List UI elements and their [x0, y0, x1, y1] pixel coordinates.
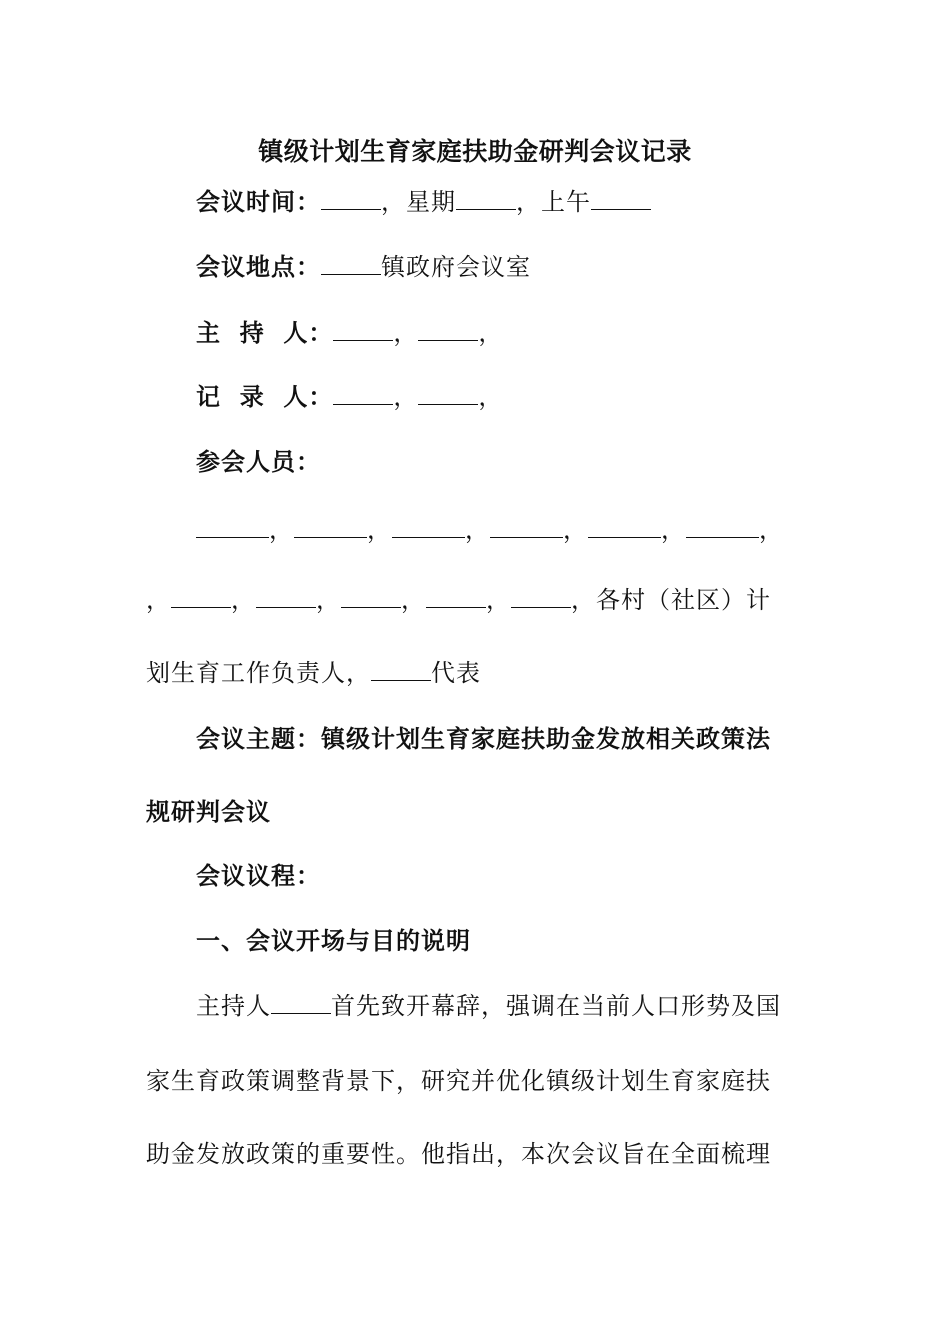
host-name-blank: [271, 991, 331, 1014]
host-label: 主 持 人：: [196, 319, 334, 347]
body-line-2: 家生育政策调整背景下，研究并优化镇级计划生育家庭扶: [146, 1067, 771, 1095]
attendees-line3-tail: 代表: [431, 659, 481, 687]
agenda-label: 会议议程：: [196, 862, 321, 890]
attendee-blank: [341, 585, 401, 608]
attendee-comma: ，: [269, 516, 294, 544]
host-comma-1: ，: [393, 319, 419, 347]
body-line-3: 助金发放政策的重要性。他指出，本次会议旨在全面梳理: [146, 1140, 771, 1168]
attendee-comma: ，: [759, 516, 784, 544]
theme-line-2: 规研判会议: [146, 798, 271, 826]
attendee-comma: ，: [401, 586, 426, 614]
attendee-comma: ，: [486, 586, 511, 614]
date-blank: [321, 187, 381, 210]
attendee-comma: ，: [316, 586, 341, 614]
attendees-line-3: [146, 657, 806, 689]
attendee-comma: ，: [146, 586, 171, 614]
attendees-line2-tail: ，各村（社区）计: [571, 586, 771, 614]
representative-blank: [371, 658, 431, 681]
attendee-comma: ，: [465, 516, 490, 544]
attendee-blank: [511, 585, 571, 608]
theme-label: 会议主题：: [196, 725, 321, 753]
recorder-blank-2: [418, 382, 478, 405]
host-blank-1: [333, 318, 393, 341]
attendee-comma: ，: [367, 516, 392, 544]
attendee-blank: [196, 515, 269, 538]
meeting-place-line: [196, 251, 856, 283]
recorder-label: 记 录 人：: [196, 383, 334, 411]
body-line1-tail: 首先致开幕辞，强调在当前人口形势及国: [331, 992, 781, 1020]
attendee-blank: [392, 515, 465, 538]
attendees-label-text: 参会人员：: [196, 448, 321, 476]
attendee-blank: [426, 585, 486, 608]
attendee-blank: [588, 515, 661, 538]
section-heading-1: 一、会议开场与目的说明: [196, 927, 471, 955]
body-line1-head: 主持人: [196, 992, 271, 1020]
recorder-comma-2: ，: [478, 383, 504, 411]
attendees-line-2: [146, 584, 806, 616]
host-line: [196, 317, 856, 349]
document-title: 镇级计划生育家庭扶助金研判会议记录: [258, 137, 692, 166]
weekday-text: ，星期: [381, 188, 456, 216]
weekday-blank: [456, 187, 516, 210]
morning-text: ，上午: [516, 188, 591, 216]
host-comma-2: ，: [478, 319, 504, 347]
meeting-place-value: 镇政府会议室: [381, 253, 531, 281]
theme-text-1: 镇级计划生育家庭扶助金发放相关政策法: [321, 725, 771, 753]
attendee-comma: ，: [231, 586, 256, 614]
attendees-line-1: [196, 514, 806, 546]
attendee-comma: ，: [563, 516, 588, 544]
host-blank-2: [418, 318, 478, 341]
attendees-label: [196, 446, 856, 478]
attendee-blank: [490, 515, 563, 538]
recorder-blank-1: [333, 382, 393, 405]
meeting-place-label: 会议地点：: [196, 253, 321, 281]
recorder-line: [196, 381, 856, 413]
attendee-blank: [686, 515, 759, 538]
morning-blank: [591, 187, 651, 210]
attendee-blank: [171, 585, 231, 608]
attendees-line3-head: 划生育工作负责人，: [146, 659, 371, 687]
place-blank: [321, 252, 381, 275]
recorder-comma-1: ，: [393, 383, 419, 411]
theme-line-1: [196, 723, 806, 755]
attendee-blank: [294, 515, 367, 538]
body-line-1: [196, 990, 806, 1022]
meeting-time-label: 会议时间：: [196, 188, 321, 216]
attendee-blank: [256, 585, 316, 608]
attendee-comma: ，: [661, 516, 686, 544]
meeting-time-line: [196, 186, 856, 218]
